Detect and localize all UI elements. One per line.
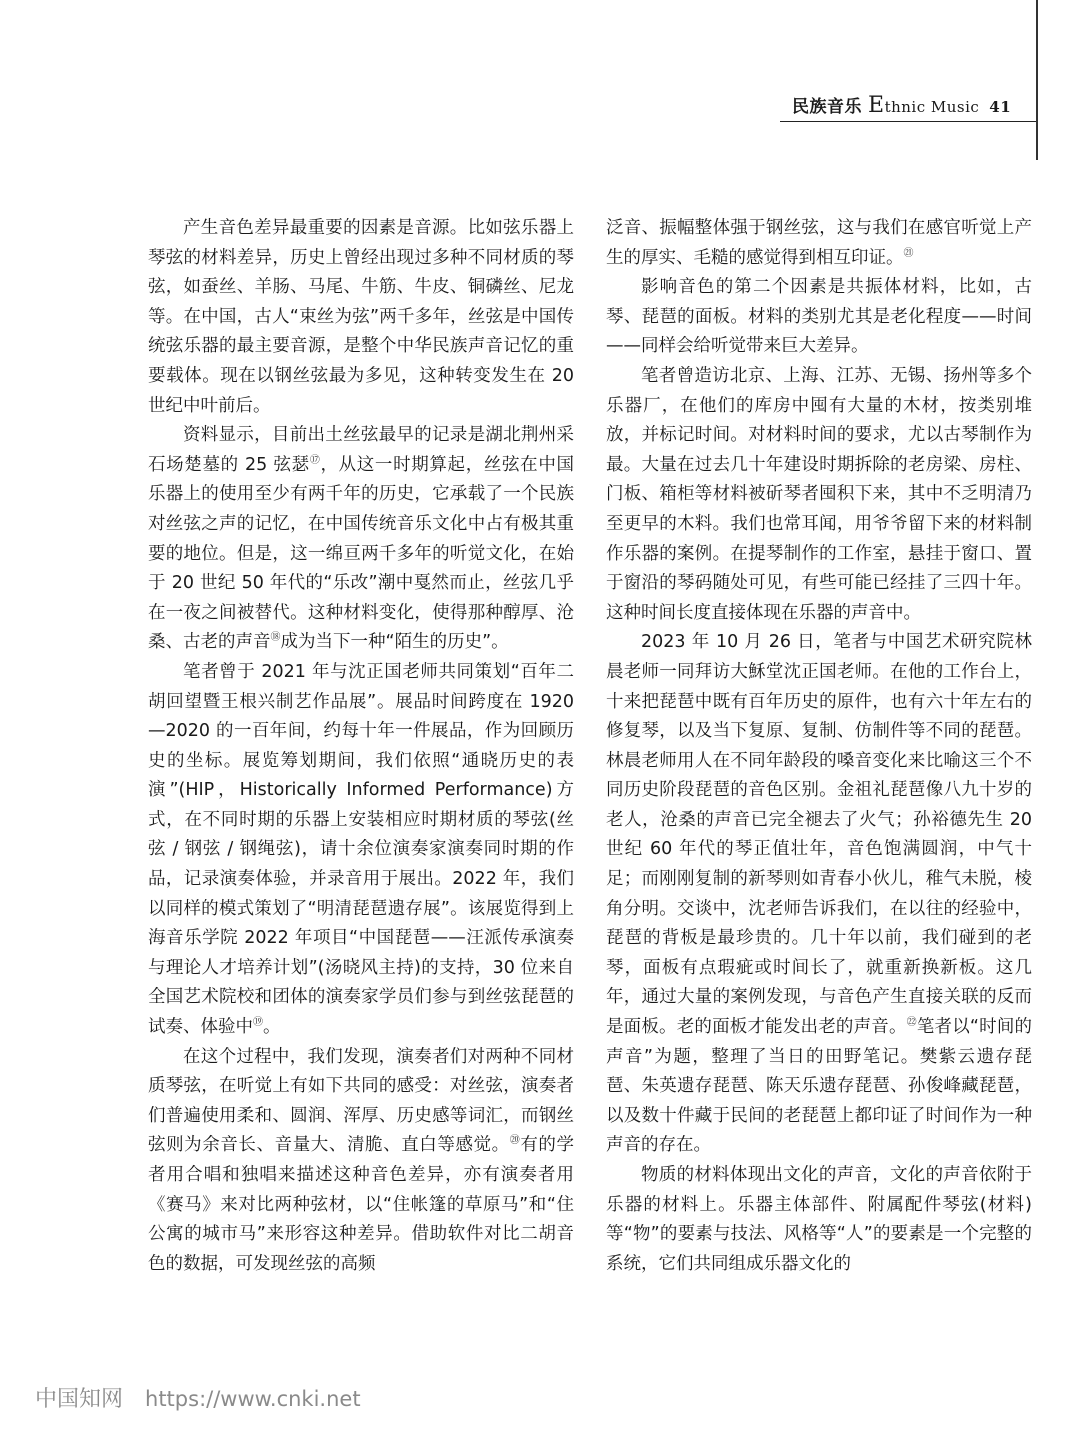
footnote-ref: ⑳: [509, 1135, 521, 1147]
footnote-ref: ⑲: [253, 1017, 263, 1029]
text-run: 在这个过程中，我们发现，演奏者们对两种不同材质琴弦，在听觉上有如下共同的感受：对丝弦，演奏者们普遍使用柔和、圆润、浑厚、历史感等词汇，而钢丝弦则为余音长、音量大、清脆、直白等感觉。: [148, 1046, 574, 1156]
text-run: 成为当下一种“陌生的历史”。: [280, 632, 509, 653]
page-number: 41: [989, 98, 1012, 116]
left-column: [148, 214, 574, 1279]
paragraph: [148, 1043, 574, 1280]
text-run: 2023 年 10 月 26 日，笔者与中国艺术研究院林晨老师一同拜访大穌堂沈正国老师。在他的工作台上，十来把琵琶中既有百年历史的原件，也有六十年左右的修复琴，以及当下复原、复制、仿制件等不同的琵琶。林晨老师用人在不同年龄段的嗓音变化来比喻这三个不同历史阶段琵琶的音色区别。金祖礼琵琶像八九十岁的老人，沧桑的声音已完全褪去了火气；孙裕德先生 20 世纪 60 年代的琴正值壮年，音色饱满圆润，中气十足；而刚刚复制的新琴则如青春小伙儿，稚气未脱，棱角分明。交谈中，沈老师告诉我们，在以往的经验中，琵琶的背板是最珍贵的。几十年以前，我们碰到的老琴，面板有点瑕疵或时间长了，就重新换新板。这几年，通过大量的案例发现，与音色产生直接关联的反而是面板。老的面板才能发出老的声音。: [606, 632, 1032, 1038]
paragraph: 影响音色的第二个因素是共振体材料，比如，古琴、琵琶的面板。材料的类别尤其是老化程度——时间——同样会给听觉带来巨大差异。: [606, 277, 1032, 357]
text-run: ，从这一时期算起，丝弦在中国乐器上的使用至少有两千年的历史，它承载了一个民族对丝弦之声的记忆，在中国传统音乐文化中占有极其重要的地位。但是，这一绵亘两千多年的听觉文化，在始于 20 世纪 50 年代的“乐改”潮中戛然而止，丝弦几乎在一夜之间被替代。这种材料变化，使得那种醇厚、沧桑、古老的声音: [148, 454, 574, 653]
text-run: 。: [263, 1017, 281, 1038]
text-run: 资料显示，目前出土丝弦最早的记录是湖北荆州采石场楚墓的 25 弦瑟: [148, 425, 574, 475]
footnote-ref: ㉑: [903, 247, 914, 259]
journal-title-en: [868, 93, 980, 118]
paragraph: [606, 628, 1032, 1161]
watermark: [35, 1382, 361, 1412]
journal-title-en-rest: thnic Music: [884, 98, 980, 116]
watermark-url: https://www.cnki.net: [145, 1387, 361, 1411]
paragraph: [148, 421, 574, 658]
text-run: 泛音、振幅整体强于钢丝弦，这与我们在感官听觉上产生的厚实、毛糙的感觉得到相互印证。: [606, 218, 1032, 268]
journal-title-en-initial: E: [868, 93, 885, 118]
watermark-site-name: 中国知网: [35, 1387, 124, 1412]
footnote-ref: ⑱: [270, 632, 281, 644]
running-header: [792, 92, 1042, 116]
header-rule: [780, 121, 1037, 122]
text-run: 有的学者用合唱和独唱来描述这种音色差异，亦有演奏者用《赛马》来对比两种弦材，以“住帐篷的草原马”和“住公寓的城市马”来形容这种差异。借助软件对比二胡音色的数据，可发现丝弦的高频: [148, 1135, 575, 1274]
right-column: [606, 214, 1032, 1279]
journal-title-cn: 民族音乐: [792, 97, 862, 117]
footnote-ref: ⑰: [309, 454, 321, 466]
footnote-ref: ㉒: [906, 1017, 917, 1029]
paragraph: 产生音色差异最重要的因素是音源。比如弦乐器上琴弦的材料差异，历史上曾经出现过多种不同材质的琴弦，如蚕丝、羊肠、马尾、牛筋、牛皮、铜磷丝、尼龙等。在中国，古人“束丝为弦”两千多年，丝弦是中国传统弦乐器的最主要音源，是整个中华民族声音记忆的重要载体。现在以钢丝弦最为多见，这种转变发生在 20 世纪中叶前后。: [148, 218, 574, 416]
paragraph: [606, 214, 1032, 273]
paragraph: 笔者曾造访北京、上海、江苏、无锡、扬州等多个乐器厂，在他们的库房中囤有大量的木材，按类别堆放，并标记时间。对材料时间的要求，尤以古琴制作为最。大量在过去几十年建设时期拆除的老房梁、房柱、门板、箱柜等材料被斫琴者囤积下来，其中不乏明清乃至更早的木料。我们也常耳闻，用爷爷留下来的材料制作乐器的案例。在提琴制作的工作室，悬挂于窗口、置于窗沿的琴码随处可见，有些可能已经挂了三四十年。这种时间长度直接体现在乐器的声音中。: [606, 365, 1032, 623]
text-run: 笔者曾于 2021 年与沈正国老师共同策划“百年二胡回望暨王根兴制艺作品展”。展品时间跨度在 1920—2020 的一百年间，约每十年一件展品，作为回顾历史的坐标。展览筹划期间，我们依照“通晓历史的表演”(HIP，Historically Informed Performance)方式，在不同时期的乐器上安装相应时期材质的琴弦(丝弦 / 钢弦 / 钢绳弦)，请十余位演奏家演奏同时期的作品，记录演奏体验，并录音用于展出。2022 年，我们以同样的模式策划了“明清琵琶遗存展”。该展览得到上海音乐学院 2022 年项目“中国琵琶——汪派传承演奏与理论人才培养计划”(汤晓风主持)的支持，30 位来自全国艺术院校和团体的演奏家学员们参与到丝弦琵琶的试奏、体验中: [148, 661, 574, 1038]
margin-rule: [1036, 0, 1038, 160]
paragraph: 物质的材料体现出文化的声音，文化的声音依附于乐器的材料上。乐器主体部件、附属配件琴弦(材料)等“物”的要素与技法、风格等“人”的要素是一个完整的系统，它们共同组成乐器文化的: [606, 1165, 1032, 1274]
paragraph: [148, 658, 574, 1043]
text-run: 笔者以“时间的声音”为题，整理了当日的田野笔记。樊紫云遗存琵琶、朱英遗存琵琶、陈天乐遗存琵琶、孙俊峰藏琵琶，以及数十件藏于民间的老琵琶上都印证了时间作为一种声音的存在。: [606, 1017, 1032, 1156]
